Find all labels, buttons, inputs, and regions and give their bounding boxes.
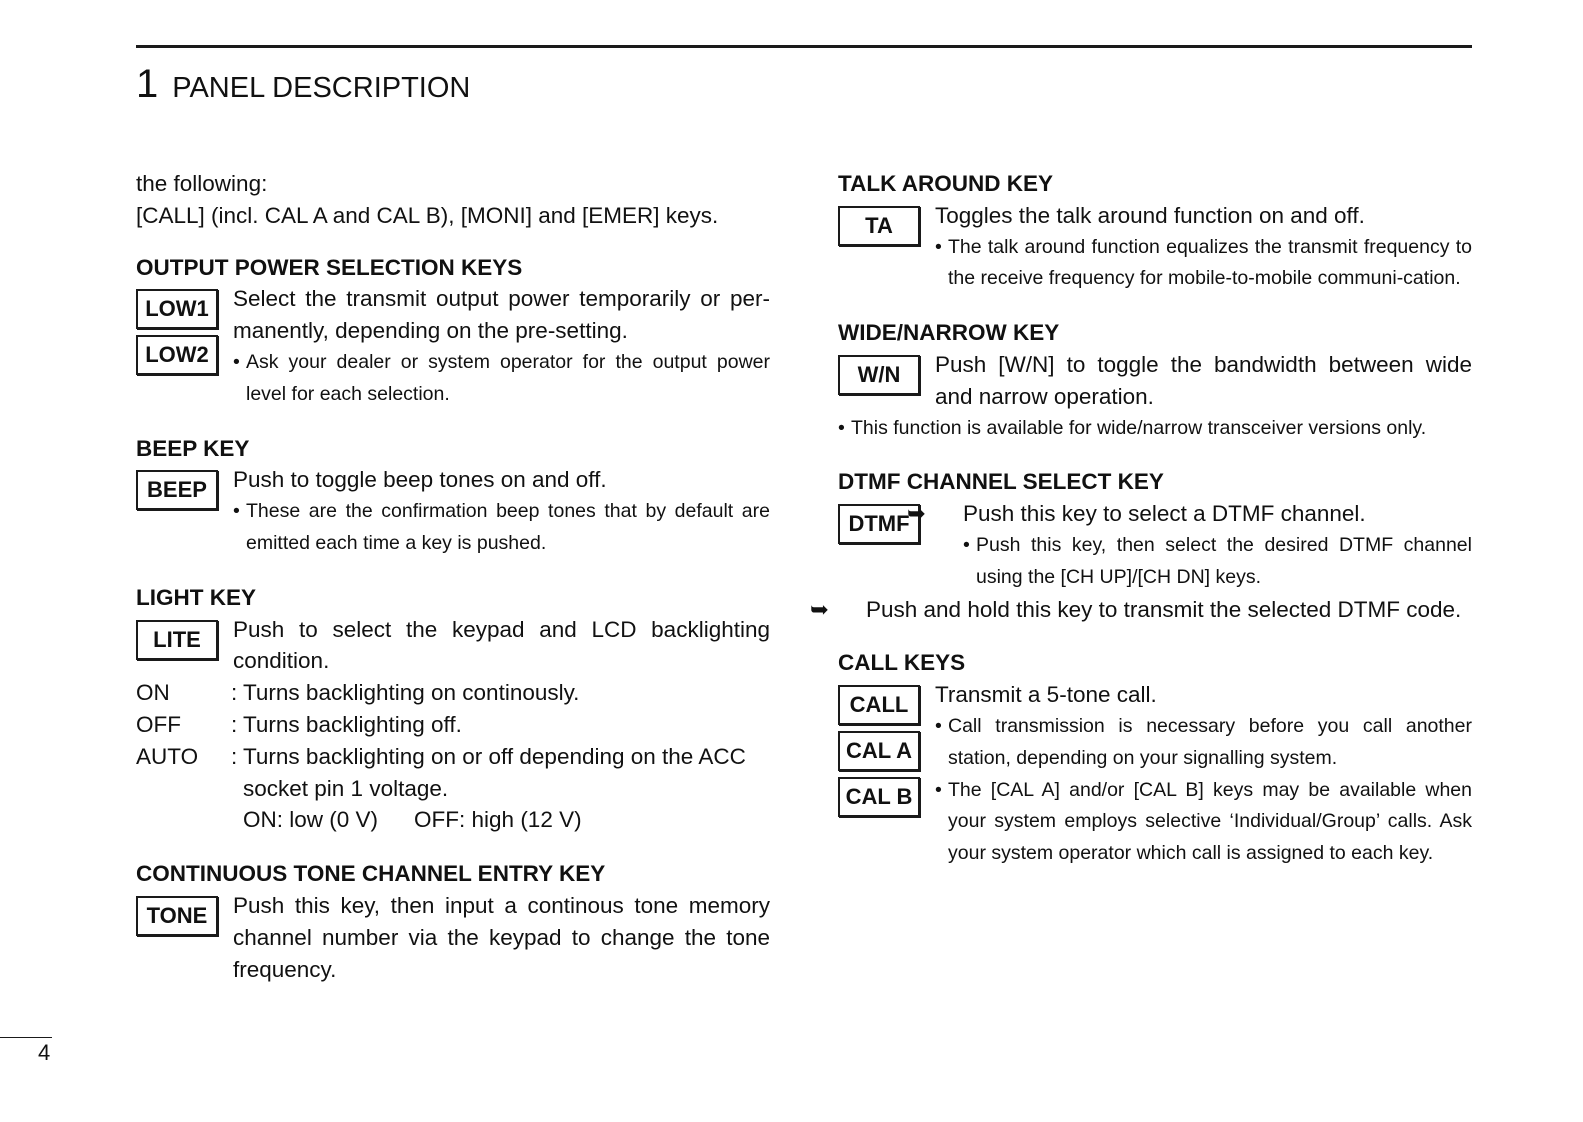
chapter-title: PANEL DESCRIPTION: [172, 72, 471, 104]
arrow-icon: ➥: [810, 596, 829, 622]
right-column: [810, 168, 1472, 870]
wide-narrow-note: • This function is available for wide/narrow transceiver versions only.: [838, 413, 1472, 445]
talk-around-text: Toggles the talk around function on and off.: [935, 202, 1365, 228]
light-item: [136, 614, 770, 678]
page-number: 4: [38, 1040, 51, 1065]
light-setting-auto: AUTO : Turns backlighting on or off depending on the ACC socket pin 1 voltage. ON: low (0 V) OFF: high (12 V): [136, 743, 746, 833]
call-item: [838, 679, 1472, 870]
bullet-icon: •: [233, 350, 240, 373]
ta-key: TA: [838, 206, 920, 246]
talk-around-heading: TALK AROUND KEY: [838, 171, 1053, 196]
auto-on-value: ON: low (0 V): [243, 807, 379, 833]
output-power-note: • Ask your dealer or system operator for the output power level for each selection.: [233, 347, 770, 411]
dtmf-step-1-note: • Push this key, then select the desired DTMF channel using the [CH UP]/[CH DN] keys.: [935, 530, 1472, 594]
dtmf-key: DTMF: [838, 504, 920, 544]
wide-narrow-item: [838, 349, 1472, 413]
wide-narrow-text: Push [W/N] to toggle the bandwidth between wide and narrow operation.: [935, 351, 1472, 409]
left-column: [136, 168, 770, 985]
output-power-text: Select the transmit output power temporarily or per-manently, depending on the pre-setting.: [233, 286, 770, 344]
beep-key: BEEP: [136, 470, 218, 510]
tone-key: TONE: [136, 896, 218, 936]
talk-around-item: [838, 200, 1472, 295]
bullet-icon: •: [233, 500, 240, 523]
wn-key: W/N: [838, 355, 920, 395]
bullet-icon: •: [963, 533, 970, 556]
tone-text: Push this key, then input a continous tone memory channel number via the keypad to change the tone frequency.: [233, 892, 770, 982]
chapter-number: 1: [136, 62, 159, 106]
bullet-icon: •: [935, 714, 942, 737]
intro-line-2: [CALL] (incl. CAL A and CAL B), [MONI] and [EMER] keys.: [136, 202, 719, 228]
dtmf-item: [838, 498, 1472, 593]
call-key: CALL: [838, 685, 920, 725]
dtmf-heading: DTMF CHANNEL SELECT KEY: [838, 469, 1164, 495]
low1-key: LOW1: [136, 289, 218, 329]
light-heading: LIGHT KEY: [136, 584, 257, 610]
light-setting-on: ON : Turns backlighting on continously.: [136, 680, 580, 706]
page-title: [136, 62, 470, 107]
dtmf-step-2: ➥ Push and hold this key to transmit the selected DTMF code.: [838, 594, 1472, 626]
lite-key: LITE: [136, 620, 218, 660]
bullet-icon: •: [935, 778, 942, 801]
tone-item: [136, 890, 770, 985]
arrow-icon: ➥: [907, 501, 926, 527]
page-number-rule: [0, 1037, 52, 1038]
cal-a-key: CAL A: [838, 731, 920, 771]
auto-off-value: OFF: high (12 V): [414, 807, 582, 833]
cal-b-key: CAL B: [838, 777, 920, 817]
talk-around-note: • The talk around function equalizes the transmit frequency to the receive frequency for mobile-to-mobile communi-cation.: [935, 232, 1472, 296]
low2-key: LOW2: [136, 335, 218, 375]
light-setting-off: OFF : Turns backlighting off.: [136, 711, 462, 737]
beep-note: • These are the confirmation beep tones that by default are emitted each time a key is pushed.: [233, 496, 770, 560]
dtmf-step-1: ➥ Push this key to select a DTMF channel.: [935, 498, 1472, 530]
wide-narrow-heading: WIDE/NARROW KEY: [838, 320, 1060, 346]
beep-text: Push to toggle beep tones on and off.: [233, 467, 607, 493]
output-power-item: [136, 283, 770, 410]
call-heading: CALL KEYS: [838, 650, 966, 676]
bullet-icon: •: [838, 416, 845, 439]
intro-line-1: the following:: [136, 171, 268, 196]
beep-heading: BEEP KEY: [136, 435, 250, 461]
light-text: Push to select the keypad and LCD backlighting condition.: [233, 616, 770, 674]
output-power-heading: OUTPUT POWER SELECTION KEYS: [136, 254, 523, 280]
tone-heading: CONTINUOUS TONE CHANNEL ENTRY KEY: [136, 861, 606, 887]
header-rule: [136, 45, 1472, 48]
bullet-icon: •: [935, 235, 942, 258]
call-text: Transmit a 5-tone call.: [935, 682, 1157, 708]
beep-item: [136, 464, 770, 559]
call-note-2: • The [CAL A] and/or [CAL B] keys may be available when your system employs selective ‘Individual/Group’ calls. Ask your system operator which call is assigned to each key.: [935, 775, 1472, 870]
call-note-1: • Call transmission is necessary before you call another station, depending on your signalling system.: [935, 711, 1472, 775]
